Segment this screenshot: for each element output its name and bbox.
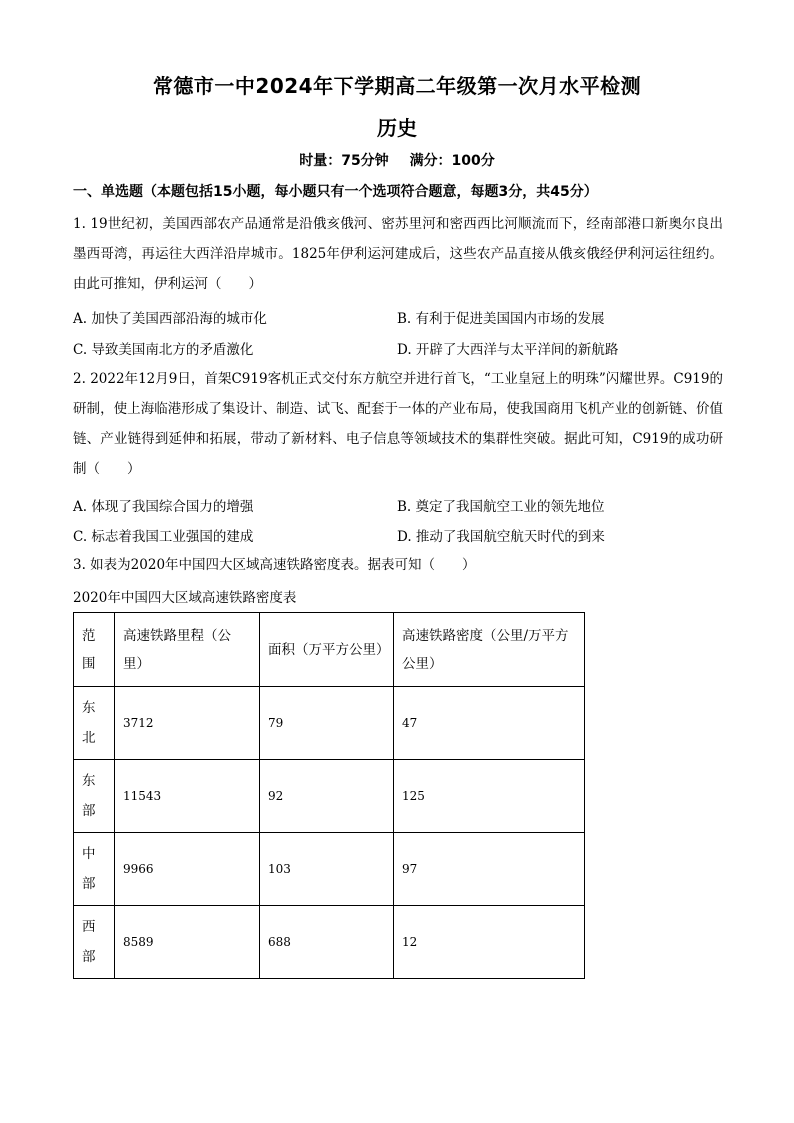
cell-density: 12 xyxy=(394,906,585,979)
cell-mileage: 11543 xyxy=(115,760,260,833)
table-row xyxy=(74,906,585,979)
question-2-option-a: A. 体现了我国综合国力的增强 xyxy=(73,499,254,515)
section-heading: 一、单选题（本题包括15小题，每小题只有一个选项符合题意，每题3分，共45分） xyxy=(73,184,598,200)
cell-area: 92 xyxy=(260,760,394,833)
question-1-option-b: B. 有利于促进美国国内市场的发展 xyxy=(397,311,605,327)
table-caption: 2020年中国四大区域高速铁路密度表 xyxy=(73,590,297,606)
cell-region: 东部 xyxy=(74,760,115,833)
question-1-option-d: D. 开辟了大西洋与太平洋间的新航路 xyxy=(397,342,619,358)
table-row xyxy=(74,760,585,833)
cell-area: 688 xyxy=(260,906,394,979)
cell-density: 47 xyxy=(394,687,585,760)
question-2-option-b: B. 奠定了我国航空工业的领先地位 xyxy=(397,499,605,515)
header-mileage: 高速铁路里程（公里） xyxy=(115,613,260,687)
cell-mileage: 8589 xyxy=(115,906,260,979)
header-density: 高速铁路密度（公里/万平方公里） xyxy=(394,613,585,687)
subject-title: 历史 xyxy=(377,116,417,140)
exam-meta xyxy=(0,150,794,170)
cell-region: 中部 xyxy=(74,833,115,906)
question-1-option-a: A. 加快了美国西部沿海的城市化 xyxy=(73,311,267,327)
exam-title: 常德市一中2024年下学期高二年级第一次月水平检测 xyxy=(152,74,642,98)
question-1-option-c: C. 导致美国南北方的矛盾激化 xyxy=(73,342,254,358)
question-1-stem: 1. 19世纪初，美国西部农产品通常是沿俄亥俄河、密苏里河和密西西比河顺流而下，经南部港口新奥尔良出墨西哥湾，再运往大西洋沿岸城市。1825年伊利运河建成后，这些农产品直接从俄亥俄经伊利河运往纽约。由此可推知，伊利运河（ ） xyxy=(73,216,723,292)
cell-area: 79 xyxy=(260,687,394,760)
question-2-stem: 2. 2022年12月9日，首架C919客机正式交付东方航空并进行首飞，“工业皇冠上的明珠”闪耀世界。C919的研制，使上海临港形成了集设计、制造、试飞、配套于一体的产业布局，使我国商用飞机产业的创新链、价值链、产业链得到延伸和拓展，带动了新材料、电子信息等领域技术的集群性突破。据此可知，C919的成功研制（ ） xyxy=(73,371,723,477)
cell-density: 125 xyxy=(394,760,585,833)
full-score: 满分：100分 xyxy=(409,153,495,169)
question-3-stem: 3. 如表为2020年中国四大区域高速铁路密度表。据表可知（ ） xyxy=(73,557,476,573)
header-area: 面积（万平方公里） xyxy=(260,613,394,687)
table-row xyxy=(74,687,585,760)
time-limit: 时量：75分钟 xyxy=(299,153,389,169)
hsr-density-table xyxy=(73,612,585,979)
table-header-row xyxy=(74,613,585,687)
cell-area: 103 xyxy=(260,833,394,906)
header-region: 范围 xyxy=(74,613,115,687)
cell-mileage: 3712 xyxy=(115,687,260,760)
question-2-option-d: D. 推动了我国航空航天时代的到来 xyxy=(397,529,605,545)
table-row xyxy=(74,833,585,906)
cell-region: 东北 xyxy=(74,687,115,760)
question-2-option-c: C. 标志着我国工业强国的建成 xyxy=(73,529,254,545)
cell-density: 97 xyxy=(394,833,585,906)
cell-region: 西部 xyxy=(74,906,115,979)
cell-mileage: 9966 xyxy=(115,833,260,906)
